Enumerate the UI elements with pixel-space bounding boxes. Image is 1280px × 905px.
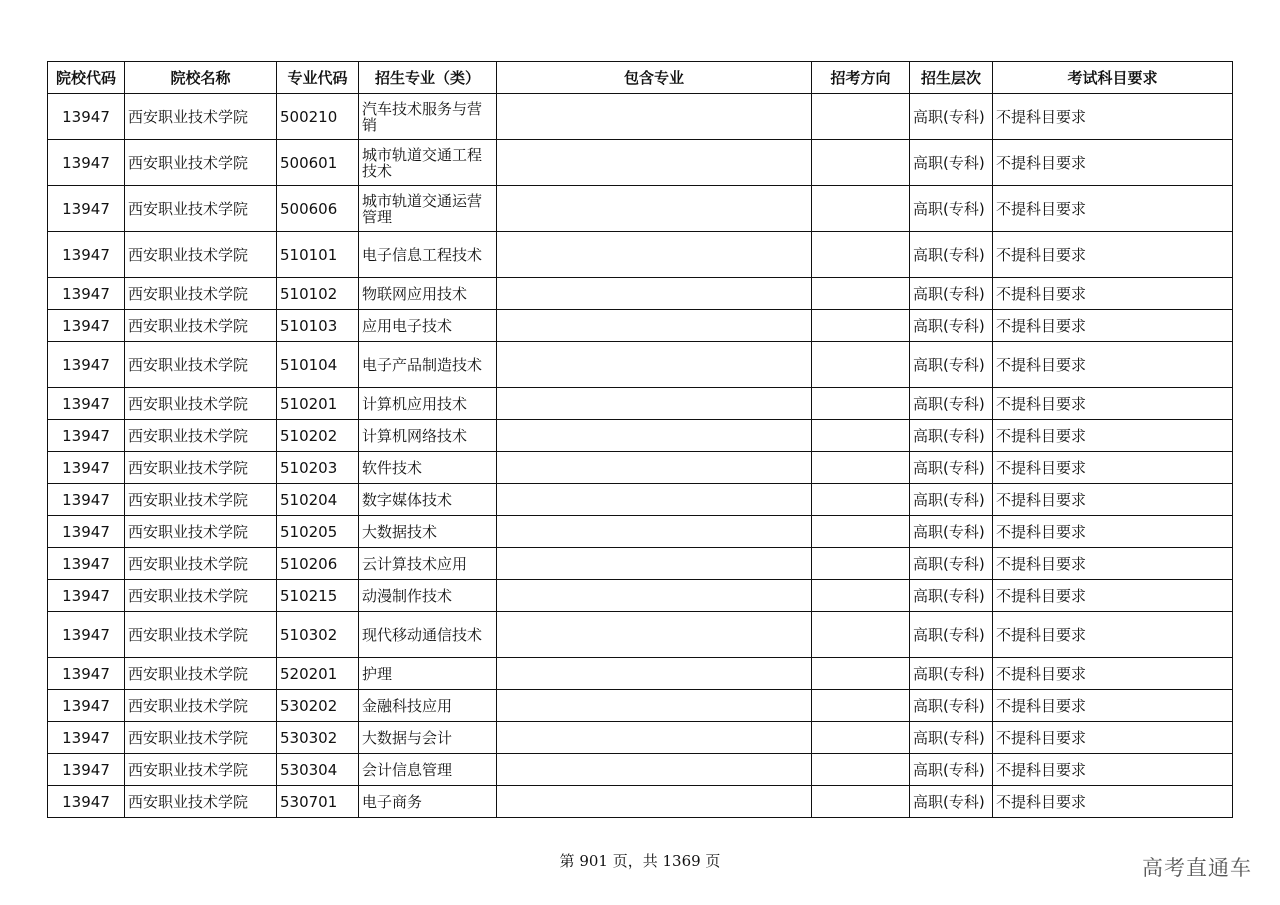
- cell-included-majors: [497, 516, 812, 548]
- cell-major-code: 500210: [277, 94, 359, 140]
- cell-requirement: 不提科目要求: [993, 342, 1233, 388]
- cell-level: 高职(专科): [910, 754, 993, 786]
- cell-requirement: 不提科目要求: [993, 580, 1233, 612]
- cell-major-code: 530202: [277, 690, 359, 722]
- cell-direction: [812, 342, 910, 388]
- cell-major: 城市轨道交通工程技术: [359, 140, 497, 186]
- cell-school-code: 13947: [48, 722, 125, 754]
- cell-direction: [812, 186, 910, 232]
- cell-direction: [812, 232, 910, 278]
- cell-school-code: 13947: [48, 580, 125, 612]
- cell-included-majors: [497, 580, 812, 612]
- cell-included-majors: [497, 420, 812, 452]
- cell-school-name: 西安职业技术学院: [125, 690, 277, 722]
- cell-included-majors: [497, 484, 812, 516]
- cell-school-code: 13947: [48, 186, 125, 232]
- cell-school-name: 西安职业技术学院: [125, 420, 277, 452]
- cell-requirement: 不提科目要求: [993, 548, 1233, 580]
- cell-school-name: 西安职业技术学院: [125, 310, 277, 342]
- cell-direction: [812, 278, 910, 310]
- cell-school-code: 13947: [48, 140, 125, 186]
- header-school-name: 院校名称: [125, 62, 277, 94]
- cell-school-code: 13947: [48, 516, 125, 548]
- cell-major: 动漫制作技术: [359, 580, 497, 612]
- cell-school-code: 13947: [48, 452, 125, 484]
- cell-requirement: 不提科目要求: [993, 612, 1233, 658]
- cell-major: 电子信息工程技术: [359, 232, 497, 278]
- cell-major: 物联网应用技术: [359, 278, 497, 310]
- cell-requirement: 不提科目要求: [993, 658, 1233, 690]
- cell-major-code: 520201: [277, 658, 359, 690]
- cell-major: 会计信息管理: [359, 754, 497, 786]
- table-row: [48, 484, 1233, 516]
- cell-major-code: 510201: [277, 388, 359, 420]
- header-major-code: 专业代码: [277, 62, 359, 94]
- cell-school-name: 西安职业技术学院: [125, 754, 277, 786]
- table-row: [48, 388, 1233, 420]
- cell-included-majors: [497, 786, 812, 818]
- cell-direction: [812, 484, 910, 516]
- cell-school-name: 西安职业技术学院: [125, 548, 277, 580]
- cell-level: 高职(专科): [910, 388, 993, 420]
- cell-school-code: 13947: [48, 786, 125, 818]
- cell-level: 高职(专科): [910, 140, 993, 186]
- cell-included-majors: [497, 754, 812, 786]
- cell-direction: [812, 690, 910, 722]
- cell-requirement: 不提科目要求: [993, 388, 1233, 420]
- table-row: [48, 186, 1233, 232]
- cell-direction: [812, 388, 910, 420]
- cell-school-code: 13947: [48, 612, 125, 658]
- header-major: 招生专业（类）: [359, 62, 497, 94]
- cell-level: 高职(专科): [910, 186, 993, 232]
- cell-school-code: 13947: [48, 690, 125, 722]
- cell-level: 高职(专科): [910, 612, 993, 658]
- header-included-majors: 包含专业: [497, 62, 812, 94]
- cell-major-code: 510202: [277, 420, 359, 452]
- cell-school-name: 西安职业技术学院: [125, 452, 277, 484]
- cell-direction: [812, 658, 910, 690]
- admissions-table: [47, 61, 1233, 818]
- cell-level: 高职(专科): [910, 580, 993, 612]
- cell-requirement: 不提科目要求: [993, 140, 1233, 186]
- header-level: 招生层次: [910, 62, 993, 94]
- cell-major-code: 510215: [277, 580, 359, 612]
- cell-school-code: 13947: [48, 484, 125, 516]
- cell-major: 计算机网络技术: [359, 420, 497, 452]
- table-row: [48, 580, 1233, 612]
- cell-direction: [812, 722, 910, 754]
- table-row: [48, 278, 1233, 310]
- cell-major-code: 510203: [277, 452, 359, 484]
- cell-level: 高职(专科): [910, 452, 993, 484]
- cell-school-name: 西安职业技术学院: [125, 658, 277, 690]
- cell-major-code: 500601: [277, 140, 359, 186]
- cell-level: 高职(专科): [910, 786, 993, 818]
- cell-level: 高职(专科): [910, 516, 993, 548]
- header-direction: 招考方向: [812, 62, 910, 94]
- cell-direction: [812, 580, 910, 612]
- table-row: [48, 232, 1233, 278]
- header-requirement: 考试科目要求: [993, 62, 1233, 94]
- cell-major: 护理: [359, 658, 497, 690]
- cell-requirement: 不提科目要求: [993, 420, 1233, 452]
- table-body: [48, 94, 1233, 818]
- cell-school-code: 13947: [48, 94, 125, 140]
- cell-direction: [812, 516, 910, 548]
- cell-major: 计算机应用技术: [359, 388, 497, 420]
- cell-direction: [812, 452, 910, 484]
- cell-requirement: 不提科目要求: [993, 484, 1233, 516]
- cell-requirement: 不提科目要求: [993, 278, 1233, 310]
- cell-major: 数字媒体技术: [359, 484, 497, 516]
- cell-major: 城市轨道交通运营管理: [359, 186, 497, 232]
- cell-requirement: 不提科目要求: [993, 722, 1233, 754]
- cell-major-code: 510302: [277, 612, 359, 658]
- cell-school-code: 13947: [48, 278, 125, 310]
- cell-requirement: 不提科目要求: [993, 94, 1233, 140]
- cell-major-code: 530302: [277, 722, 359, 754]
- cell-school-code: 13947: [48, 420, 125, 452]
- cell-school-code: 13947: [48, 388, 125, 420]
- table-row: [48, 612, 1233, 658]
- cell-school-name: 西安职业技术学院: [125, 94, 277, 140]
- table-row: [48, 94, 1233, 140]
- cell-major-code: 510103: [277, 310, 359, 342]
- cell-school-name: 西安职业技术学院: [125, 232, 277, 278]
- cell-included-majors: [497, 278, 812, 310]
- cell-major: 大数据与会计: [359, 722, 497, 754]
- cell-major-code: 510206: [277, 548, 359, 580]
- cell-level: 高职(专科): [910, 690, 993, 722]
- cell-school-name: 西安职业技术学院: [125, 612, 277, 658]
- cell-school-code: 13947: [48, 232, 125, 278]
- cell-major-code: 530304: [277, 754, 359, 786]
- cell-included-majors: [497, 658, 812, 690]
- cell-major-code: 500606: [277, 186, 359, 232]
- table-row: [48, 690, 1233, 722]
- cell-direction: [812, 612, 910, 658]
- cell-major-code: 510102: [277, 278, 359, 310]
- cell-included-majors: [497, 94, 812, 140]
- cell-school-name: 西安职业技术学院: [125, 722, 277, 754]
- cell-level: 高职(专科): [910, 278, 993, 310]
- cell-major: 大数据技术: [359, 516, 497, 548]
- cell-level: 高职(专科): [910, 310, 993, 342]
- cell-major-code: 510205: [277, 516, 359, 548]
- cell-school-name: 西安职业技术学院: [125, 140, 277, 186]
- cell-direction: [812, 786, 910, 818]
- cell-major: 应用电子技术: [359, 310, 497, 342]
- cell-major-code: 510204: [277, 484, 359, 516]
- cell-included-majors: [497, 186, 812, 232]
- cell-requirement: 不提科目要求: [993, 690, 1233, 722]
- cell-school-name: 西安职业技术学院: [125, 388, 277, 420]
- cell-included-majors: [497, 690, 812, 722]
- cell-requirement: 不提科目要求: [993, 516, 1233, 548]
- cell-major-code: 510104: [277, 342, 359, 388]
- table-row: [48, 310, 1233, 342]
- cell-included-majors: [497, 310, 812, 342]
- cell-requirement: 不提科目要求: [993, 452, 1233, 484]
- cell-school-code: 13947: [48, 548, 125, 580]
- cell-level: 高职(专科): [910, 232, 993, 278]
- table-row: [48, 786, 1233, 818]
- cell-included-majors: [497, 548, 812, 580]
- table-row: [48, 754, 1233, 786]
- cell-direction: [812, 140, 910, 186]
- cell-school-code: 13947: [48, 658, 125, 690]
- cell-included-majors: [497, 232, 812, 278]
- cell-school-code: 13947: [48, 310, 125, 342]
- cell-requirement: 不提科目要求: [993, 786, 1233, 818]
- cell-included-majors: [497, 452, 812, 484]
- cell-included-majors: [497, 612, 812, 658]
- table-row: [48, 722, 1233, 754]
- cell-level: 高职(专科): [910, 420, 993, 452]
- cell-direction: [812, 754, 910, 786]
- cell-direction: [812, 548, 910, 580]
- watermark: 高考直通车: [1142, 856, 1252, 880]
- cell-major: 云计算技术应用: [359, 548, 497, 580]
- cell-direction: [812, 94, 910, 140]
- cell-major: 汽车技术服务与营销: [359, 94, 497, 140]
- cell-school-name: 西安职业技术学院: [125, 786, 277, 818]
- header-school-code: 院校代码: [48, 62, 125, 94]
- table-row: [48, 548, 1233, 580]
- cell-included-majors: [497, 342, 812, 388]
- cell-major: 金融科技应用: [359, 690, 497, 722]
- cell-requirement: 不提科目要求: [993, 754, 1233, 786]
- table-row: [48, 658, 1233, 690]
- cell-school-name: 西安职业技术学院: [125, 580, 277, 612]
- cell-level: 高职(专科): [910, 484, 993, 516]
- cell-school-code: 13947: [48, 754, 125, 786]
- cell-level: 高职(专科): [910, 94, 993, 140]
- cell-school-name: 西安职业技术学院: [125, 186, 277, 232]
- cell-requirement: 不提科目要求: [993, 232, 1233, 278]
- cell-school-name: 西安职业技术学院: [125, 484, 277, 516]
- cell-major: 电子商务: [359, 786, 497, 818]
- cell-level: 高职(专科): [910, 658, 993, 690]
- cell-school-name: 西安职业技术学院: [125, 342, 277, 388]
- header-row: [48, 62, 1233, 94]
- table-row: [48, 140, 1233, 186]
- cell-level: 高职(专科): [910, 548, 993, 580]
- cell-requirement: 不提科目要求: [993, 310, 1233, 342]
- cell-major-code: 510101: [277, 232, 359, 278]
- table-row: [48, 516, 1233, 548]
- cell-major: 现代移动通信技术: [359, 612, 497, 658]
- table-row: [48, 420, 1233, 452]
- cell-level: 高职(专科): [910, 342, 993, 388]
- cell-major: 软件技术: [359, 452, 497, 484]
- cell-included-majors: [497, 722, 812, 754]
- cell-requirement: 不提科目要求: [993, 186, 1233, 232]
- cell-included-majors: [497, 140, 812, 186]
- cell-school-name: 西安职业技术学院: [125, 516, 277, 548]
- cell-major-code: 530701: [277, 786, 359, 818]
- cell-level: 高职(专科): [910, 722, 993, 754]
- table-row: [48, 342, 1233, 388]
- cell-included-majors: [497, 388, 812, 420]
- cell-direction: [812, 420, 910, 452]
- cell-direction: [812, 310, 910, 342]
- table-row: [48, 452, 1233, 484]
- cell-school-code: 13947: [48, 342, 125, 388]
- cell-school-name: 西安职业技术学院: [125, 278, 277, 310]
- cell-major: 电子产品制造技术: [359, 342, 497, 388]
- page-number: 第 901 页，共 1369 页: [559, 852, 721, 870]
